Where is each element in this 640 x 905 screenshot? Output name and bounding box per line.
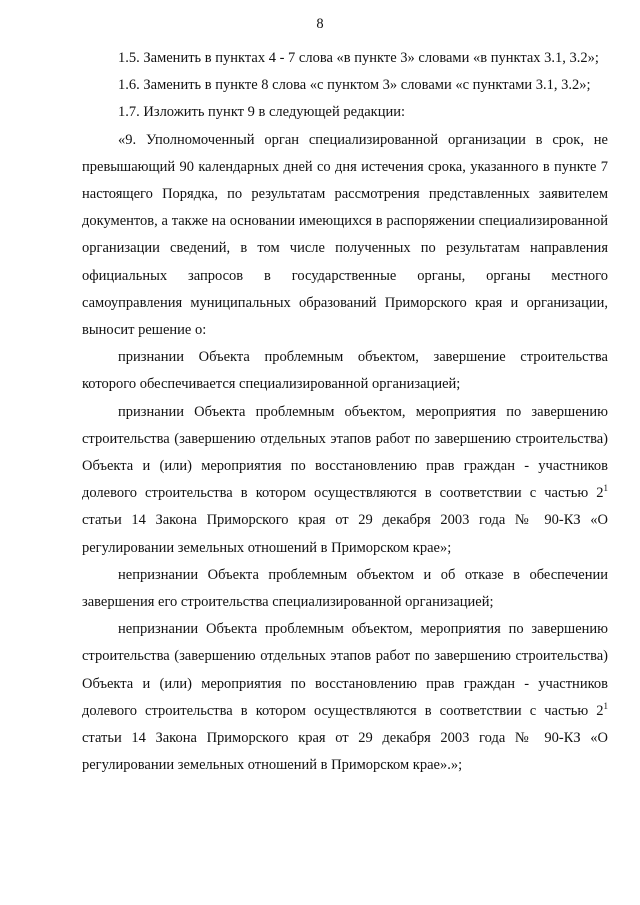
- paragraph-1-6: 1.6. Заменить в пункте 8 слова «с пунктом 3» словами «с пунктами 3.1, 3.2»;: [118, 77, 591, 94]
- superscript: 1: [603, 700, 608, 711]
- paragraph-text: непризнании Объекта проблемным объектом, мероприятия по завершению строительства (завершению отдельных этапов работ по завершению строительства) Объекта и (или) мероприятия по восстановлению прав граждан - участников долевого строительства в котором осуществляются в соответствии с частью 2: [82, 621, 608, 719]
- document-body: [82, 45, 608, 779]
- superscript: 1: [603, 483, 608, 494]
- decision-option-non-recognition-with-measures: [82, 616, 608, 779]
- decision-option-recognize-with-measures: [82, 399, 608, 562]
- paragraph-text: статьи 14 Закона Приморского края от 29 декабря 2003 года № 90-КЗ «О регулировании земельных отношений в Приморском крае».»;: [82, 730, 608, 774]
- paragraph-9: «9. Уполномоченный орган специализированной организации в срок, не превышающий 90 календарных дней со дня истечения срока, указанного в пункте 7 настоящего Порядка, по результатам рассмотрения представленных заявителем документов, а также на основании имеющихся в распоряжении специализированной организации сведений, в том числе полученных по результатам направления официальных запросов в государственные органы, органы местного самоуправления муниципальных образований Приморского края и организации, выносит решение о:: [82, 131, 608, 339]
- decision-option-recognize-problem-object: признании Объекта проблемным объектом, завершение строительства которого обеспечивается специализированной организацией;: [82, 349, 608, 393]
- paragraph-1-7: 1.7. Изложить пункт 9 в следующей редакции:: [118, 104, 406, 121]
- decision-option-non-recognition-refusal: непризнании Объекта проблемным объектом и об отказе в обеспечении завершения его строительства специализированной организацией;: [82, 566, 608, 611]
- paragraph-1-5: 1.5. Заменить в пунктах 4 - 7 слова «в пункте 3» словами «в пунктах 3.1, 3.2»;: [118, 50, 599, 66]
- page-number: 8: [316, 16, 324, 32]
- paragraph-text: признании Объекта проблемным объектом, мероприятия по завершению строительства (завершению отдельных этапов работ по завершению строительства) Объекта и (или) мероприятия по восстановлению прав граждан - участников долевого строительства в котором осуществляются в соответствии с частью 2: [82, 403, 608, 502]
- paragraph-text: статьи 14 Закона Приморского края от 29 декабря 2003 года № 90-КЗ «О регулировании земельных отношений в Приморском крае»;: [82, 512, 608, 556]
